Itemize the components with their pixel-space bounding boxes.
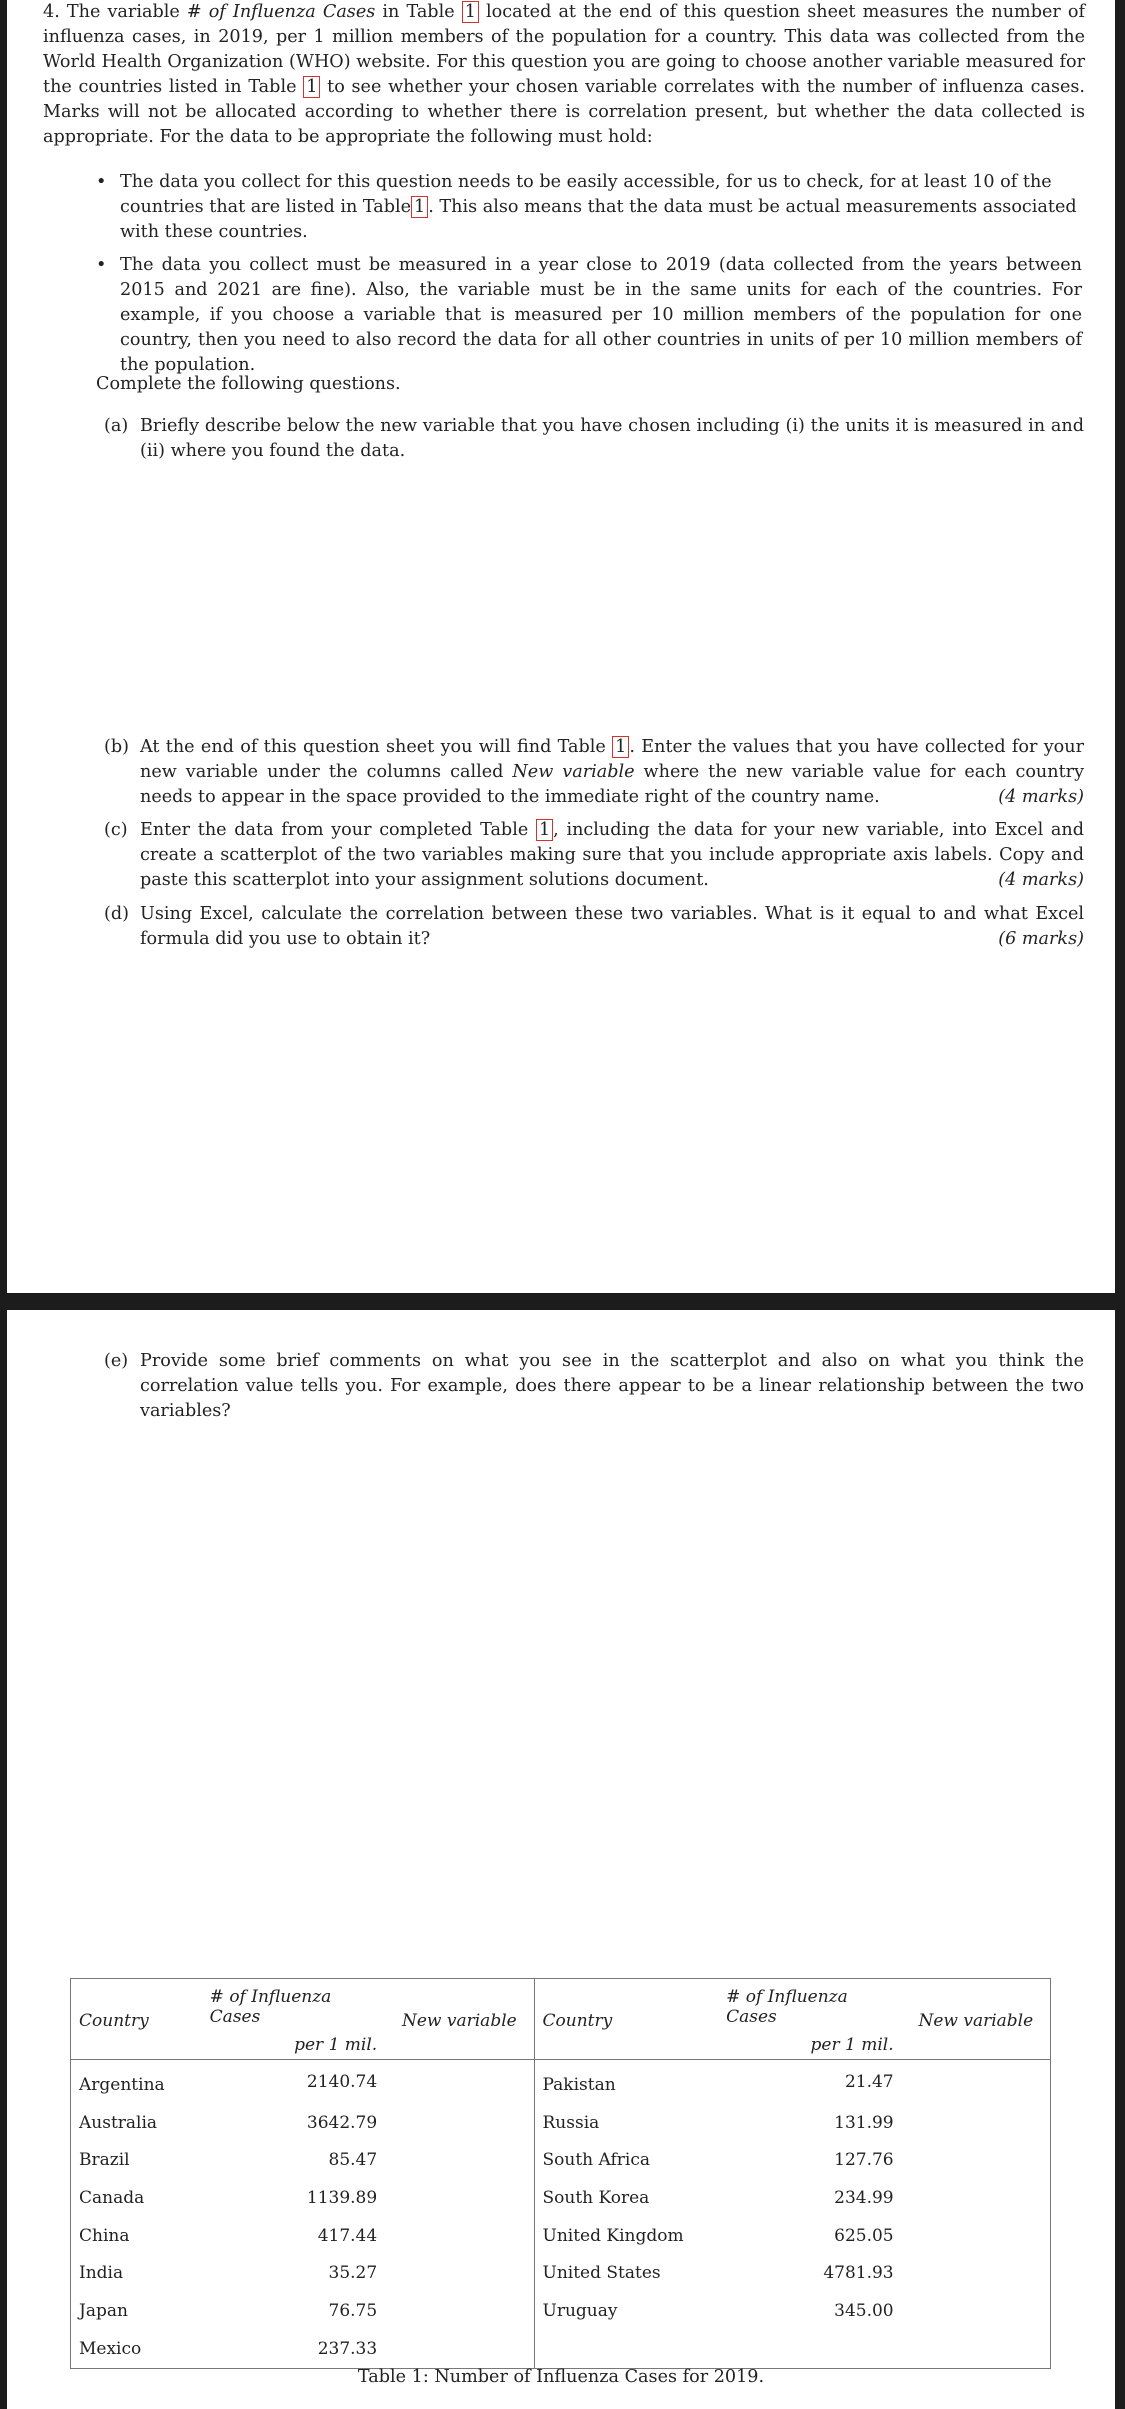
marks: (6 marks) — [998, 929, 1084, 949]
cases-cell: 417.44 — [317, 2225, 378, 2246]
new-variable-cell[interactable] — [902, 2254, 1051, 2292]
part-d: (d) Using Excel, calculate the correlation between these two variables. What is it equal to and what Excel formula did you use to obtain it? (6 marks) — [140, 902, 1084, 952]
table-row — [71, 2217, 1051, 2255]
header-country: Country — [534, 1979, 718, 2060]
bullet-1: • The data you collect for this question needs to be easily accessible, for us to check, for at least 10 of the countries that are listed in Table 1 . This also means that the data must be actual measurements associated with these countries. — [96, 172, 1077, 242]
header-cases: # of Influenza Cases per 1 mil. — [718, 1979, 902, 2060]
cases-cell: 76.75 — [328, 2300, 378, 2321]
table-row — [71, 2330, 1051, 2368]
new-variable-cell[interactable] — [902, 2217, 1051, 2255]
marks: (4 marks) — [998, 870, 1084, 890]
new-variable-cell[interactable] — [385, 2179, 534, 2217]
marks: (4 marks) — [998, 787, 1084, 807]
new-variable-cell[interactable] — [385, 2141, 534, 2179]
cases-cell: 625.05 — [834, 2225, 894, 2246]
cases-cell: 3642.79 — [306, 2112, 378, 2133]
table-row — [71, 2060, 1051, 2104]
country-cell: South Korea — [542, 2187, 650, 2208]
table-ref-link[interactable]: 1 — [612, 736, 629, 758]
bullet-2: • The data you collect must be measured in a year close to 2019 (data collected from the years between 2015 and 2021 are fine). Also, the variable must be in the same units for each of the countries. For example, if you choose a variable that is measured per 10 million members of the population for one country, then you need to also record the data for all other countries in units of per 10 million members of the population. — [96, 255, 1082, 375]
cases-cell: 345.00 — [834, 2300, 894, 2321]
country-cell: Uruguay — [542, 2300, 618, 2321]
country-cell: Russia — [542, 2112, 600, 2133]
header-country: Country — [71, 1979, 202, 2060]
country-cell: Canada — [79, 2187, 145, 2208]
question-4-intro: 4. The variable # of Influenza Cases in Table 1 located at the end of this question sheet measures the number of influenza cases, in 2019, per 1 million members of the population for a country. This data was collected from the World Health Organization (WHO) website. For this question you are going to choose another variable measured for the countries listed in Table 1 to see whether your chosen variable correlates with the number of influenza cases. Marks will not be allocated according to whether there is correlation present, but whether the data collected is appropriate. For the data to be appropriate the following must hold: — [43, 2, 1086, 147]
complete-instruction: Complete the following questions. — [96, 374, 401, 394]
new-variable-cell[interactable] — [385, 2292, 534, 2330]
cases-cell: 4781.93 — [823, 2263, 894, 2284]
table-ref-link[interactable]: 1 — [303, 76, 320, 98]
country-cell: Brazil — [79, 2150, 130, 2171]
new-variable-cell[interactable] — [902, 2060, 1051, 2104]
cases-cell: 35.27 — [328, 2263, 378, 2284]
cases-cell: 21.47 — [844, 2071, 894, 2092]
new-variable-cell[interactable] — [385, 2104, 534, 2142]
header-new-variable: New variable — [902, 1979, 1051, 2060]
new-variable-cell[interactable] — [902, 2104, 1051, 2142]
cases-cell: 234.99 — [834, 2187, 894, 2208]
new-variable-cell[interactable] — [902, 2292, 1051, 2330]
table-ref-link[interactable]: 1 — [536, 819, 553, 841]
influenza-table — [70, 1978, 1051, 2369]
header-cases: # of Influenza Cases per 1 mil. — [202, 1979, 386, 2060]
page-1 — [7, 0, 1115, 1293]
cases-cell: 2140.74 — [306, 2071, 378, 2092]
country-cell: Japan — [79, 2300, 128, 2321]
new-variable-cell[interactable] — [385, 2330, 534, 2368]
table-row — [71, 2254, 1051, 2292]
part-c: (c) Enter the data from your completed Table 1 , including the data for your new variable, into Excel and create a scatterplot of the two variables making sure that you include appropriate axis labels. Copy and paste this scatterplot into your assignment solutions document. (4 marks) — [140, 818, 1084, 893]
country-cell: Australia — [79, 2112, 158, 2133]
part-a: (a) Briefly describe below the new variable that you have chosen including (i) the units it is measured in and (ii) where you found the data. — [104, 416, 1084, 461]
table-ref-link[interactable]: 1 — [462, 1, 479, 23]
question-number: 4. — [43, 2, 60, 22]
table-header-row — [71, 1979, 1051, 2060]
country-cell: India — [79, 2263, 124, 2284]
part-e: (e) Provide some brief comments on what you see in the scatterplot and also on what you think the correlation value tells you. For example, does there appear to be a linear relationship between the two variables? — [104, 1351, 1084, 1421]
cases-cell: 127.76 — [834, 2150, 894, 2171]
cases-cell: 85.47 — [328, 2150, 378, 2171]
variable-name: # of Influenza Cases — [186, 2, 376, 22]
new-variable-cell[interactable] — [385, 2060, 534, 2104]
country-cell: Mexico — [79, 2338, 142, 2359]
new-variable-cell[interactable] — [902, 2330, 1051, 2368]
new-variable-cell[interactable] — [902, 2141, 1051, 2179]
country-cell: South Africa — [542, 2150, 651, 2171]
table-row — [71, 2292, 1051, 2330]
table-row — [71, 2179, 1051, 2217]
cases-cell: 237.33 — [317, 2338, 378, 2359]
new-variable-cell[interactable] — [902, 2179, 1051, 2217]
table-caption: Table 1: Number of Influenza Cases for 2019. — [357, 2367, 765, 2387]
country-cell — [534, 2330, 718, 2368]
cases-cell: 131.99 — [834, 2112, 894, 2133]
country-cell: United States — [542, 2263, 661, 2284]
table-ref-link[interactable]: 1 — [411, 196, 428, 218]
table-row — [71, 2104, 1051, 2142]
cases-cell — [718, 2330, 902, 2368]
cases-cell: 1139.89 — [306, 2187, 378, 2208]
new-variable-cell[interactable] — [385, 2217, 534, 2255]
new-variable-cell[interactable] — [385, 2254, 534, 2292]
page-2 — [7, 1310, 1115, 2409]
table-row — [71, 2141, 1051, 2179]
part-b: (b) At the end of this question sheet you will find Table 1 . Enter the values that you have collected for your new variable under the columns called New variable where the new variable value for each country needs to appear in the space provided to the immediate right of the country name. (4 marks) — [140, 735, 1084, 810]
country-cell: United Kingdom — [542, 2225, 684, 2246]
header-new-variable: New variable — [385, 1979, 534, 2060]
country-cell: China — [79, 2225, 130, 2246]
country-cell: Pakistan — [542, 2074, 616, 2095]
country-cell: Argentina — [79, 2074, 165, 2095]
